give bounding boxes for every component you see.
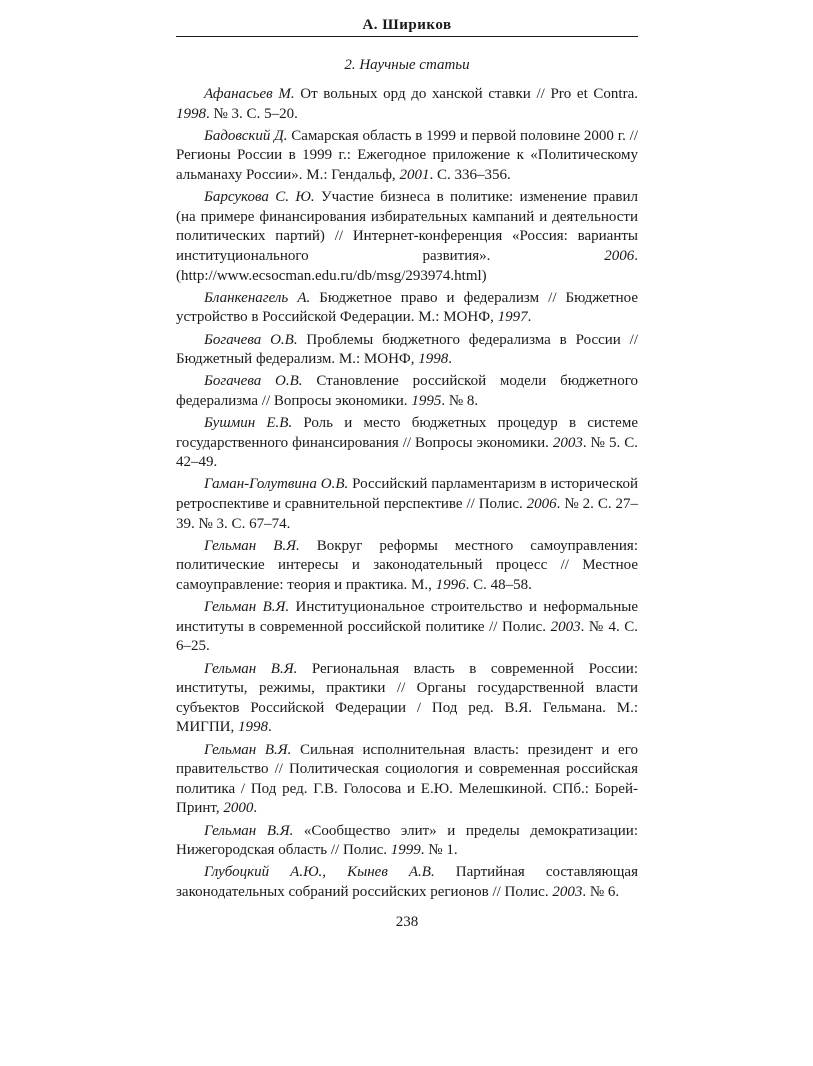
reference-text: Проблемы бюджетного федерализма в России // Бюджетный федерализм. М.: МОНФ, [176,331,638,368]
reference-tail: . [527,309,532,326]
reference-author: Глубоцкий А.Ю., Кынев А.В. [204,864,435,881]
reference-author: Гельман В.Я. [204,537,300,554]
reference-author: Гельман В.Я. [204,660,298,677]
reference-year: 2006 [526,496,557,513]
reference-entry [176,127,638,186]
reference-author: Бадовский Д. [204,127,288,144]
reference-author: Богачева О.В. [204,373,303,390]
reference-tail: . № 4. С. 6–25. [176,618,638,655]
reference-year: 1995 [411,392,442,409]
reference-entry [176,537,638,596]
reference-tail: . № 5. С. 42–49. [176,434,638,471]
reference-tail: . (http://www.ecsocman.edu.ru/db/msg/293974.html) [176,247,638,284]
reference-entry [176,289,638,328]
reference-entry [176,414,638,473]
reference-author: Гельман В.Я. [204,741,292,758]
reference-entry [176,372,638,411]
reference-entry [176,475,638,534]
reference-year: 2006 [604,247,635,264]
reference-entry [176,741,638,819]
reference-year: 1999 [390,842,421,859]
reference-text: От вольных орд до ханской ставки // Pro et Contra. [294,86,638,102]
reference-tail: . № 6. [582,883,620,900]
reference-year: 2001 [399,166,430,183]
reference-tail: . [448,351,453,368]
reference-entry [176,85,638,124]
reference-tail: . [253,800,258,817]
reference-text: Роль и место бюджетных процедур в системе государственного финансирования // Вопросы экономики. [176,415,638,451]
reference-year: 1996 [435,577,466,593]
reference-text: Участие бизнеса в политике: изменение правил (на примере финансирования избирательных кампаний и деятельности политических партий) // Интернет-конференция «Россия: варианты институционального развития». [176,189,638,264]
reference-tail: . [268,719,272,736]
reference-author: Барсукова С. Ю. [204,189,315,206]
reference-author: Гельман В.Я. [204,822,294,839]
reference-year: 1997 [497,309,528,326]
reference-entry [176,331,638,370]
book-page [176,14,638,931]
reference-author: Гаман-Голутвина О.В. [204,476,349,493]
reference-tail: . № 2. С. 27–39. № 3. С. 67–74. [176,496,638,532]
reference-text: Региональная власть в современной России: институты, режимы, практики // Органы государственной власти субъектов Российской Федерации / Под ред. В.Я. Гельмана. М.: МИГПИ, [176,660,638,736]
reference-author: Гельман В.Я. [204,599,290,616]
reference-author: Афанасьев М. [204,86,295,102]
reference-entry [176,863,638,902]
header-rule [176,36,638,37]
reference-year: 2000 [223,800,254,817]
reference-text: Бюджетное право и федерализм // Бюджетное устройство в Российской Федерации. М.: МОНФ, [176,289,638,326]
reference-tail: . № 1. [420,842,458,859]
reference-year: 2003 [550,618,581,635]
reference-year: 1998 [238,719,269,736]
running-head: А. Шириков [362,17,452,33]
reference-tail: . № 3. С. 5–20. [206,105,298,122]
reference-text: Вокруг реформы местного самоуправления: политические интересы и законодательный процесс // Местное самоуправление: теория и практика. М., [176,537,638,593]
reference-text: Российский парламентаризм в исторической ретроспективе и сравнительной перспективе // Полис. [176,476,638,513]
reference-tail: . С. 48–58. [465,577,532,593]
reference-text: Институциональное строительство и неформальные институты в современной российской политике // Полис. [176,599,638,635]
reference-entry [176,598,638,657]
reference-text: Самарская область в 1999 и первой половине 2000 г. // Регионы России в 1999 г.: Ежегодное приложение к «Политическому альманаху России». М.: Гендальф, [176,127,638,183]
reference-author: Бланкенагель А. [204,289,311,306]
reference-year: 2003 [552,434,583,451]
reference-text: Становление российской модели бюджетного федерализма // Вопросы экономики. [176,373,638,409]
reference-author: Бушмин Е.В. [204,415,293,432]
reference-text: «Сообщество элит» и пределы демократизации: Нижегородская область // Полис. [176,822,638,859]
reference-year: 1998 [418,351,449,368]
reference-list [176,85,638,902]
reference-author: Богачева О.В. [204,331,298,348]
page-number: 238 [395,914,419,931]
reference-tail: . С. 336–356. [429,166,511,183]
reference-tail: . № 8. [441,392,479,409]
reference-year: 1998 [176,105,206,122]
section-title: 2. Научные статьи [344,57,470,73]
reference-entry [176,188,638,286]
reference-entry [176,660,638,738]
reference-entry [176,822,638,861]
reference-text: Сильная исполнительная власть: президент и его правительство // Политическая социология и современная российская политика / Под ред. Г.В. Голосова и Е.Ю. Мелешкиной. СПб.: Борей-Принт, [176,741,638,817]
reference-text: Партийная составляющая законодательных собраний российских регионов // Полис. [176,864,638,900]
reference-year: 2003 [552,883,583,900]
